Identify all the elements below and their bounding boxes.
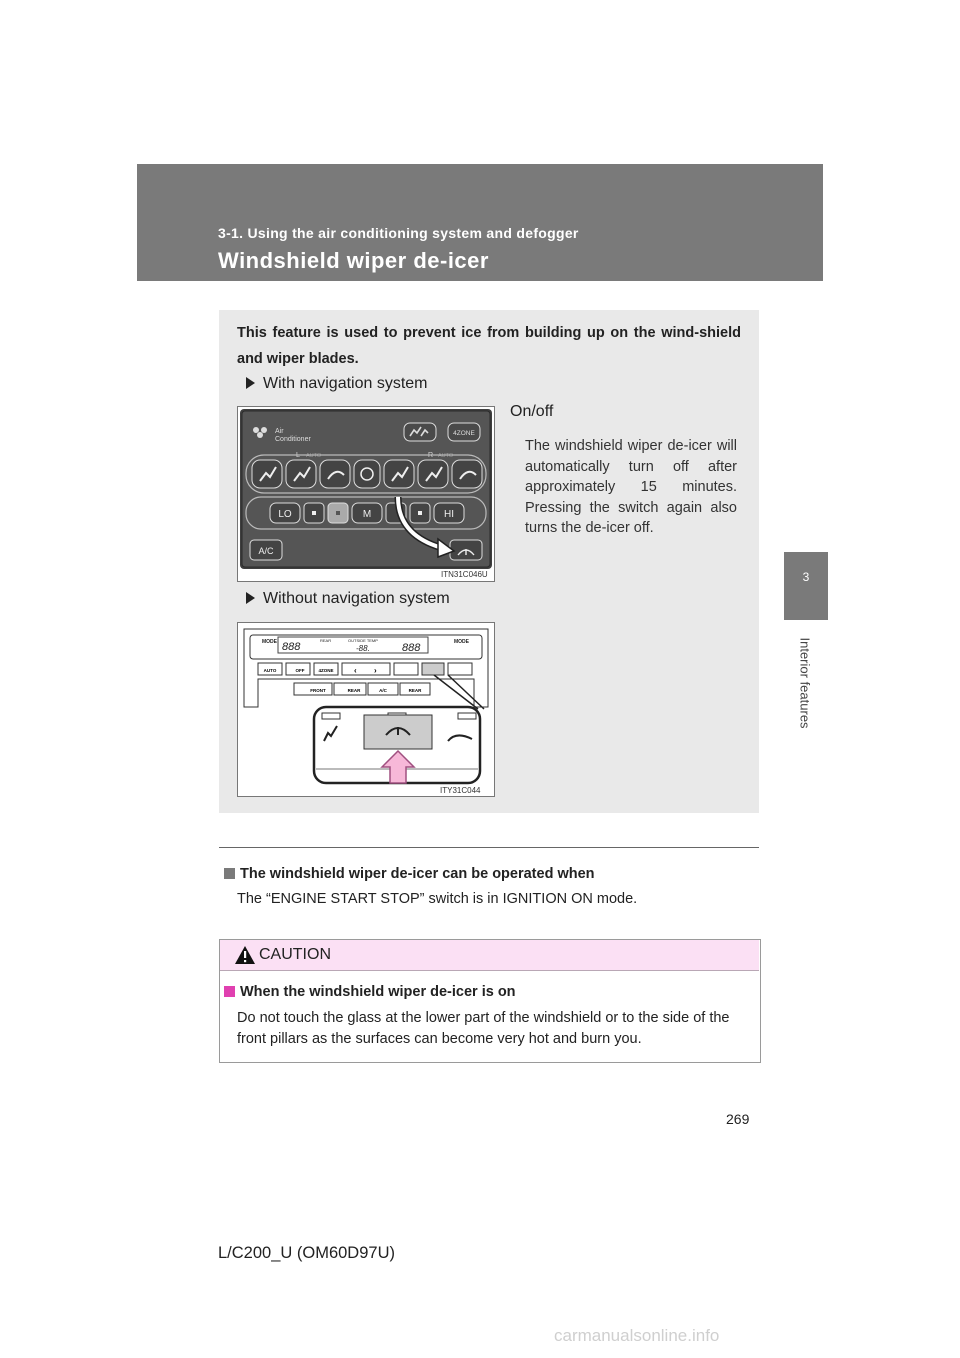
svg-text:A/C: A/C xyxy=(379,688,387,693)
recirculate-button[interactable] xyxy=(354,460,380,488)
fan-decrease-icon: ‹ xyxy=(354,666,357,675)
fan-speed-control[interactable] xyxy=(342,663,390,675)
figure-code: ITY31C044 xyxy=(440,786,481,795)
section-label: 3-1. Using the air conditioning system and defogger xyxy=(218,225,579,241)
wiper-deicer-button[interactable] xyxy=(422,663,444,675)
svg-text:M: M xyxy=(362,509,372,520)
figure-standard-panel xyxy=(237,622,495,797)
intro-text: This feature is used to prevent ice from building up on the wind-shield and wiper blades. xyxy=(237,325,741,367)
page-title: Windshield wiper de-icer xyxy=(218,248,489,273)
onoff-description: The windshield wiper de-icer will automatically turn off after approximately 15 minutes. Pressing the switch again also turns the de-icer off. xyxy=(525,438,737,536)
svg-text:OFF: OFF xyxy=(295,668,305,673)
svg-text:HI: HI xyxy=(444,509,454,520)
svg-text:MODE: MODE xyxy=(454,639,469,645)
note-text: The “ENGINE START STOP” switch is in IGNITION ON mode. xyxy=(237,891,638,907)
svg-text:A/C: A/C xyxy=(258,546,274,556)
panel-title-line2: Conditioner xyxy=(275,436,311,443)
square-bullet-icon xyxy=(224,868,235,879)
fan-increase-icon: › xyxy=(374,666,377,675)
document-code: L/C200_U (OM60D97U) xyxy=(218,1244,395,1262)
svg-text:REAR: REAR xyxy=(320,638,332,643)
airflow-button[interactable] xyxy=(404,423,436,441)
recirculate-button[interactable] xyxy=(448,663,472,675)
watermark: carmanualsonline.info xyxy=(554,1326,720,1345)
square-bullet-icon xyxy=(224,986,235,997)
onoff-label: On/off xyxy=(510,403,554,420)
svg-text:4ZONE: 4ZONE xyxy=(318,668,334,673)
svg-text:LO: LO xyxy=(278,509,292,520)
caution-heading: When the windshield wiper de-icer is on xyxy=(224,984,516,1000)
svg-text:AUTO: AUTO xyxy=(263,668,277,673)
variant-without-navigation xyxy=(246,590,450,608)
warning-triangle-icon xyxy=(234,945,256,970)
svg-text:4ZONE: 4ZONE xyxy=(453,430,475,437)
section-divider xyxy=(219,847,759,848)
svg-text:AUTO: AUTO xyxy=(306,453,322,459)
svg-text:REAR: REAR xyxy=(347,688,361,693)
standard-panel-illustration xyxy=(238,623,494,796)
variant-label: Without navigation system xyxy=(263,590,450,607)
fan-speed-buttons xyxy=(270,503,464,523)
control-row-1 xyxy=(258,663,472,675)
svg-text:-88.: -88. xyxy=(356,644,370,653)
variant-with-navigation xyxy=(246,375,428,393)
variant-label: With navigation system xyxy=(263,375,428,392)
svg-text:FRONT: FRONT xyxy=(310,688,326,693)
control-row-2 xyxy=(294,683,430,695)
figure-navigation-panel xyxy=(237,406,495,582)
caution-text: Do not touch the glass at the lower part of the windshield or to the side of the front pillars as the surfaces can become very hot and burn you. xyxy=(237,1010,730,1047)
chapter-tab[interactable] xyxy=(784,552,828,620)
triangle-bullet-icon xyxy=(246,377,255,389)
svg-text:MODE: MODE xyxy=(262,639,277,645)
figure-code: ITN31C046U xyxy=(441,570,488,579)
panel-title-line1: Air xyxy=(275,428,284,435)
svg-text:R: R xyxy=(428,452,434,459)
svg-text:REAR: REAR xyxy=(408,688,422,693)
mode-buttons xyxy=(252,460,482,488)
chapter-tab-label: Interior features xyxy=(797,637,813,729)
navigation-panel-illustration xyxy=(238,407,494,581)
mode-feet-button[interactable] xyxy=(320,460,350,488)
svg-text:AUTO: AUTO xyxy=(438,453,454,459)
svg-text:888: 888 xyxy=(282,641,301,653)
triangle-bullet-icon xyxy=(246,592,255,604)
mode-feet-right-button[interactable] xyxy=(452,460,482,488)
svg-text:888: 888 xyxy=(402,642,421,654)
chapter-tab-number: 3 xyxy=(802,570,810,584)
caution-label: CAUTION xyxy=(259,946,331,963)
svg-text:OUTSIDE TEMP: OUTSIDE TEMP xyxy=(348,638,378,643)
page-number: 269 xyxy=(726,1111,750,1127)
svg-text:L: L xyxy=(296,452,300,459)
feet-mode-button[interactable] xyxy=(394,663,418,675)
note-heading: The windshield wiper de-icer can be operated when xyxy=(224,866,595,882)
